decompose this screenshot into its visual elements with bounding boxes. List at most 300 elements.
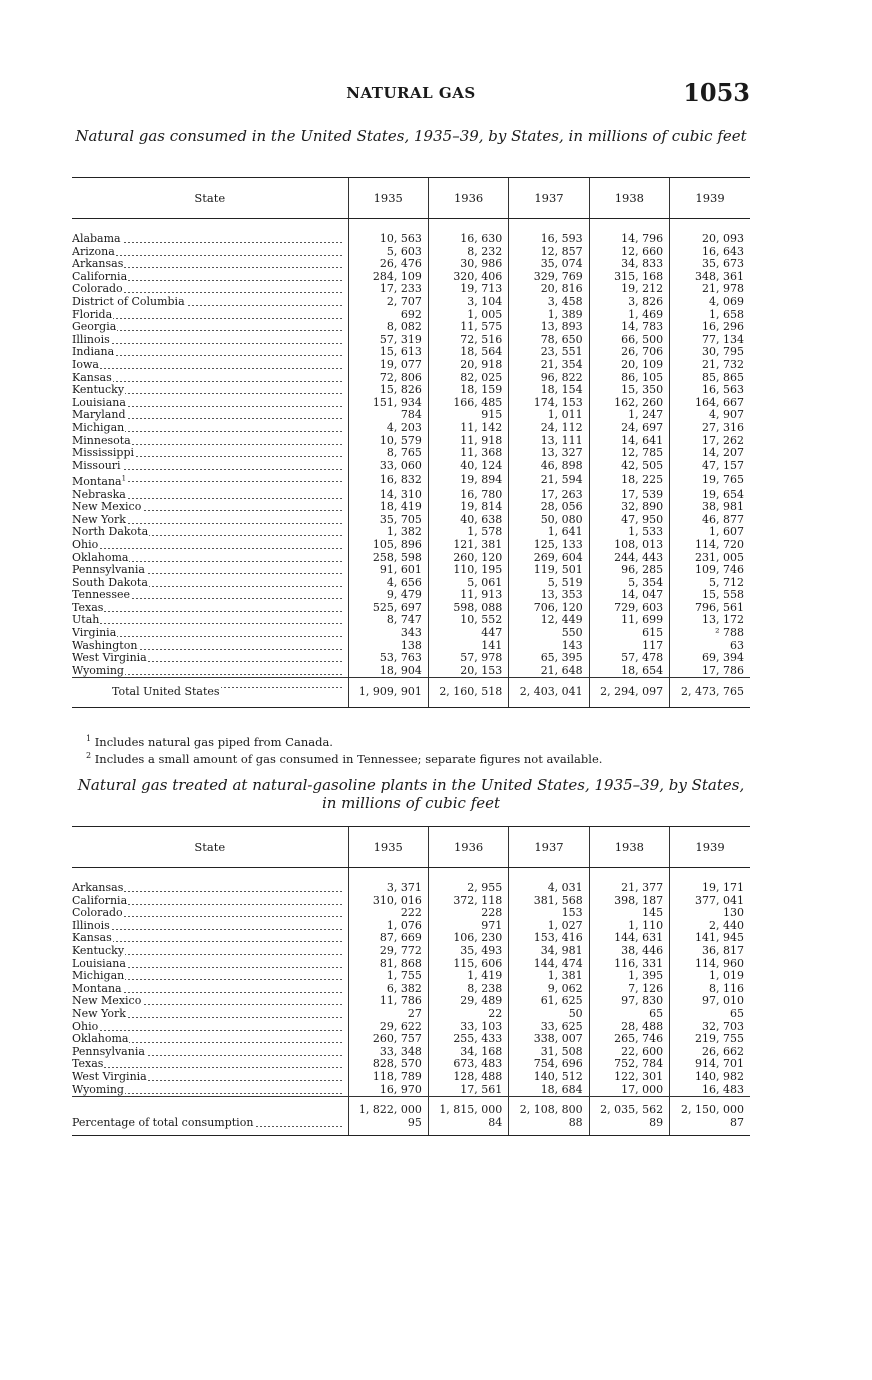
state-name [72,1021,99,1033]
state-label: Texas [72,601,104,614]
value-cell: 47, 157 [670,460,750,473]
state-label: Total United States [112,685,220,699]
value-cell: 88 [509,1117,589,1136]
value-cell: 4, 031 [509,882,589,895]
state-name [72,920,111,932]
value-cell: 1, 533 [589,526,669,539]
value-cell: 40, 124 [428,460,508,473]
value-cell: 86, 105 [589,372,669,385]
state-name-cell [72,665,348,678]
column-header-year: 1939 [670,827,750,868]
value-cell: 18, 564 [428,346,508,359]
state-label: Iowa [72,358,99,371]
value-cell: 22, 600 [589,1046,669,1059]
state-name [72,539,99,551]
page-number: 1053 [683,78,750,107]
value-cell: 12, 660 [589,246,669,259]
sum-row [72,1097,750,1117]
value-cell: 1, 389 [509,309,589,322]
value-cell: 329, 769 [509,271,589,284]
value-cell: 525, 697 [348,602,428,615]
state-label: Montana [72,474,122,488]
state-name-cell [72,321,348,334]
value-cell: 24, 112 [509,422,589,435]
value-cell: 673, 483 [428,1058,508,1071]
table-row [72,283,750,296]
value-cell: 19, 894 [428,472,508,488]
value-cell: 5, 061 [428,577,508,590]
value-cell: 3, 104 [428,296,508,309]
value-cell: 615 [589,627,669,640]
value-cell: 15, 558 [670,589,750,602]
value-cell: 24, 697 [589,422,669,435]
value-cell: 53, 763 [348,652,428,665]
value-cell: 174, 153 [509,397,589,410]
value-cell: 97, 010 [670,995,750,1008]
column-header-year: 1936 [428,178,508,219]
value-cell: 18, 225 [589,472,669,488]
value-cell: 7, 126 [589,983,669,996]
value-cell: 164, 667 [670,397,750,410]
spacer-cell [670,219,750,234]
value-cell: 1, 011 [509,409,589,422]
state-label: Nebraska [72,488,126,501]
value-cell: 2, 403, 041 [509,678,589,708]
state-name [72,258,124,270]
state-name-cell [72,384,348,397]
value-cell: 38, 446 [589,945,669,958]
value-cell: 8, 116 [670,983,750,996]
value-cell: 66, 500 [589,334,669,347]
value-cell: 1, 909, 901 [348,678,428,708]
value-cell: 118, 789 [348,1071,428,1084]
state-name [72,409,127,421]
state-label: Oklahoma [72,551,129,564]
table-row [72,1058,750,1071]
value-cell: 21, 377 [589,882,669,895]
value-cell: 34, 168 [428,1046,508,1059]
state-name [72,882,124,894]
state-name [72,958,127,970]
value-cell: 19, 765 [670,472,750,488]
value-cell: 915 [428,409,508,422]
state-name-cell [72,447,348,460]
value-cell: 784 [348,409,428,422]
value-cell: 50, 080 [509,514,589,527]
value-cell: 9, 062 [509,983,589,996]
state-name-cell [72,932,348,945]
state-name-cell [72,552,348,565]
state-name-cell [72,640,348,653]
value-cell: 108, 013 [589,539,669,552]
table-row [72,321,750,334]
state-name-cell [72,1033,348,1046]
state-name-cell [72,422,348,435]
state-label: Illinois [72,919,110,932]
table-row [72,526,750,539]
value-cell: 117 [589,640,669,653]
value-cell: 114, 720 [670,539,750,552]
value-cell: 18, 684 [509,1084,589,1097]
table-row [72,652,750,665]
value-cell: 3, 371 [348,882,428,895]
value-cell: 2, 035, 562 [589,1097,669,1117]
state-name-cell [72,460,348,473]
state-name-cell [72,882,348,895]
state-label: West Virginia [72,652,147,665]
value-cell: 125, 133 [509,539,589,552]
percentage-row [72,1117,750,1136]
value-cell: 21, 648 [509,665,589,678]
state-label: Colorado [72,907,123,920]
column-header-year: 1937 [509,178,589,219]
value-cell: 33, 060 [348,460,428,473]
value-cell: 95 [348,1117,428,1136]
value-cell: 692 [348,309,428,322]
state-label: Texas [72,1058,104,1071]
state-name-cell [72,602,348,615]
state-label: South Dakota [72,576,148,589]
value-cell: 315, 168 [589,271,669,284]
table-row [72,460,750,473]
footnotes [86,732,602,766]
value-cell: 2, 955 [428,882,508,895]
value-cell: 144, 474 [509,958,589,971]
value-cell: 18, 654 [589,665,669,678]
value-cell: 255, 433 [428,1033,508,1046]
state-name-cell [72,1046,348,1059]
value-cell: 19, 713 [428,283,508,296]
value-cell: 19, 077 [348,359,428,372]
value-cell: 13, 172 [670,614,750,627]
state-label: Kentucky [72,384,125,397]
value-cell: 115, 606 [428,958,508,971]
value-cell: 16, 780 [428,489,508,502]
state-label: Arkansas [72,258,124,271]
value-cell: 20, 109 [589,359,669,372]
value-cell: 828, 570 [348,1058,428,1071]
state-name [72,435,132,447]
state-label: Illinois [72,333,110,346]
value-cell: 42, 505 [589,460,669,473]
table-row [72,472,750,488]
value-cell: 16, 296 [670,321,750,334]
state-name [72,359,100,371]
spacer-cell [589,868,669,883]
value-cell: 20, 918 [428,359,508,372]
value-cell: 29, 489 [428,995,508,1008]
value-cell: 1, 382 [348,526,428,539]
state-name-cell [72,564,348,577]
state-name-cell [72,589,348,602]
value-cell: 61, 625 [509,995,589,1008]
state-name [72,685,221,698]
value-cell: 11, 699 [589,614,669,627]
value-cell: 78, 650 [509,334,589,347]
value-cell: 231, 005 [670,552,750,565]
value-cell: 16, 563 [670,384,750,397]
footnote: $^2$ Includes a small amount of gas consumed in Tennessee; separate figures not available. [86,750,603,766]
state-label: Oklahoma [72,1033,129,1046]
state-label: New Mexico [72,995,142,1008]
state-name [72,614,100,626]
state-name [72,489,127,501]
table-row [72,514,750,527]
table-row [72,309,750,322]
value-cell: 17, 539 [589,489,669,502]
value-cell: 17, 561 [428,1084,508,1097]
page-header [72,78,750,108]
state-name [72,1033,129,1045]
value-cell: 72, 806 [348,372,428,385]
state-label: Pennsylvania [72,564,145,577]
value-cell: 65 [670,1008,750,1021]
state-label: Alabama [72,233,121,245]
value-cell: 151, 934 [348,397,428,410]
value-cell: 4, 656 [348,577,428,590]
value-cell: 26, 706 [589,346,669,359]
state-name-cell [72,895,348,908]
state-name [72,970,125,982]
table-row [72,1071,750,1084]
value-cell: 706, 120 [509,602,589,615]
value-cell: 19, 814 [428,501,508,514]
table-row [72,372,750,385]
value-cell: 23, 551 [509,346,589,359]
table-row [72,1084,750,1097]
value-cell: 11, 913 [428,589,508,602]
table-row [72,1046,750,1059]
value-cell: 12, 857 [509,246,589,259]
table-row [72,384,750,397]
value-cell: 11, 368 [428,447,508,460]
state-label: Michigan [72,421,125,434]
table-row [72,501,750,514]
state-name [72,589,131,601]
state-name-cell [72,920,348,933]
value-cell: 35, 673 [670,258,750,271]
state-name-cell [72,271,348,284]
table-row [72,346,750,359]
state-label: Tennessee [72,589,130,602]
state-label: Colorado [72,283,123,296]
state-name [72,1046,146,1058]
spacer-row [72,868,750,883]
value-cell: 82, 025 [428,372,508,385]
value-cell: 377, 041 [670,895,750,908]
value-cell: 16, 832 [348,472,428,488]
value-cell: 18, 419 [348,501,428,514]
state-name-cell [72,258,348,271]
table-row [72,627,750,640]
spacer-row [72,219,750,234]
value-cell: 17, 263 [509,489,589,502]
state-name-cell [72,958,348,971]
value-cell: 153, 416 [509,932,589,945]
value-cell: 10, 552 [428,614,508,627]
table-row [72,970,750,983]
value-cell: 1, 469 [589,309,669,322]
state-label: District of Columbia [72,295,185,308]
value-cell: 729, 603 [589,602,669,615]
value-cell: 13, 327 [509,447,589,460]
column-header-state: State [72,827,348,868]
value-cell: 343 [348,627,428,640]
state-name [72,233,122,245]
table-row [72,882,750,895]
value-cell: 284, 109 [348,271,428,284]
value-cell: 1, 381 [509,970,589,983]
spacer-cell [428,868,508,883]
state-name-cell [72,627,348,640]
value-cell: 85, 865 [670,372,750,385]
state-name-cell [72,945,348,958]
table-row [72,920,750,933]
state-name-cell [72,372,348,385]
value-cell: 381, 568 [509,895,589,908]
table-row [72,233,750,246]
state-label: Pennsylvania [72,1045,145,1058]
state-name-cell [72,501,348,514]
value-cell: 16, 593 [509,233,589,246]
table-row [72,665,750,678]
value-cell: 1, 019 [670,970,750,983]
state-name-cell [72,283,348,296]
state-label: Percentage of total consumption [72,1116,254,1129]
value-cell: 87 [670,1117,750,1136]
value-cell: 140, 982 [670,1071,750,1084]
column-header-year: 1938 [589,178,669,219]
state-label: West Virginia [72,1070,147,1083]
value-cell: 57, 478 [589,652,669,665]
value-cell: 2, 707 [348,296,428,309]
value-cell: 1, 110 [589,920,669,933]
value-cell: 2, 160, 518 [428,678,508,708]
state-label: Utah [72,614,100,627]
state-label: Mississippi [72,447,134,460]
value-cell: 13, 353 [509,589,589,602]
value-cell: 15, 350 [589,384,669,397]
state-label: Georgia [72,321,117,334]
state-label: Kansas [72,932,112,945]
value-cell: 91, 601 [348,564,428,577]
state-label: Ohio [72,538,99,551]
value-cell: 47, 950 [589,514,669,527]
spacer-cell [72,868,348,883]
value-cell: 46, 898 [509,460,589,473]
value-cell: 28, 056 [509,501,589,514]
value-cell: 10, 579 [348,435,428,448]
state-name [72,397,127,409]
value-cell: 754, 696 [509,1058,589,1071]
total-row [72,678,750,708]
state-label: Arkansas [72,882,124,894]
table-row [72,1021,750,1034]
value-cell: 1, 822, 000 [348,1097,428,1117]
value-cell: 105, 896 [348,539,428,552]
value-cell: 260, 120 [428,552,508,565]
table-row [72,447,750,460]
table-row [72,271,750,284]
column-header-year: 1936 [428,827,508,868]
value-cell: 8, 238 [428,983,508,996]
state-name [72,945,125,957]
value-cell: 30, 986 [428,258,508,271]
value-cell: 8, 747 [348,614,428,627]
state-name-cell [72,1071,348,1084]
table-row [72,489,750,502]
value-cell: 11, 786 [348,995,428,1008]
state-name [72,665,125,677]
value-cell: 143 [509,640,589,653]
state-label: Louisiana [72,396,126,409]
value-cell: 8, 232 [428,246,508,259]
value-cell: 971 [428,920,508,933]
state-label: Louisiana [72,957,126,970]
state-name [72,640,138,652]
value-cell: 5, 603 [348,246,428,259]
value-cell: 34, 981 [509,945,589,958]
state-label: Minnesota [72,434,131,447]
state-label: New York [72,1007,126,1020]
value-cell: 32, 703 [670,1021,750,1034]
state-name [72,895,128,907]
value-cell: 128, 488 [428,1071,508,1084]
value-cell: 110, 195 [428,564,508,577]
value-cell: 1, 005 [428,309,508,322]
state-name [72,334,111,346]
value-cell: 4, 203 [348,422,428,435]
value-cell: 17, 786 [670,665,750,678]
value-cell: 18, 904 [348,665,428,678]
state-name [72,501,142,513]
state-name-cell [72,346,348,359]
value-cell: 2, 440 [670,920,750,933]
state-name [72,321,117,333]
table-row [72,614,750,627]
value-cell: 265, 746 [589,1033,669,1046]
value-cell: 27, 316 [670,422,750,435]
table-row [72,958,750,971]
value-cell: 33, 103 [428,1021,508,1034]
value-cell: 796, 561 [670,602,750,615]
state-name [72,564,146,576]
value-cell: 16, 970 [348,1084,428,1097]
value-cell: 244, 443 [589,552,669,565]
state-name [72,983,123,995]
state-name [72,460,122,472]
table-row [72,640,750,653]
table-row [72,422,750,435]
value-cell: 1, 419 [428,970,508,983]
value-cell: 2, 473, 765 [670,678,750,708]
state-label: California [72,894,128,907]
state-name [72,995,142,1007]
value-cell: 11, 575 [428,321,508,334]
state-name-cell [72,970,348,983]
value-cell: 38, 981 [670,501,750,514]
value-cell: 96, 285 [589,564,669,577]
value-cell: 14, 783 [589,321,669,334]
value-cell: 35, 705 [348,514,428,527]
value-cell: 550 [509,627,589,640]
state-name-cell [72,1021,348,1034]
value-cell: 20, 153 [428,665,508,678]
value-cell: 33, 625 [509,1021,589,1034]
value-cell: 1, 607 [670,526,750,539]
value-cell: 14, 047 [589,589,669,602]
value-cell: 26, 476 [348,258,428,271]
